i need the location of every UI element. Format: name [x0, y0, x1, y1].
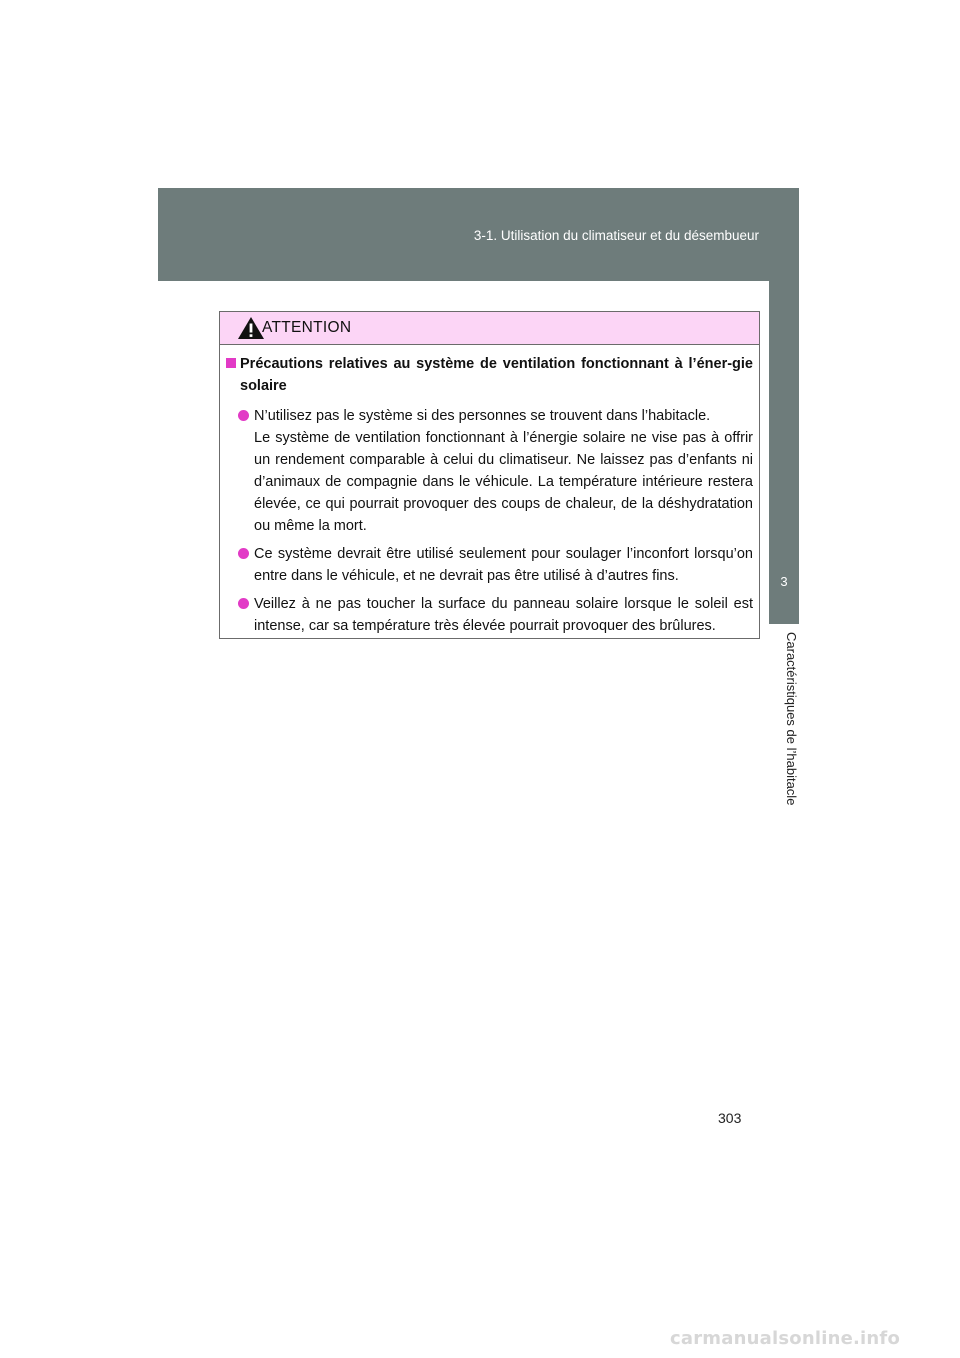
round-bullet-icon: [238, 410, 249, 421]
section-title: 3-1. Utilisation du climatiseur et du désembueur: [473, 228, 759, 243]
round-bullet-icon: [238, 598, 249, 609]
warning-bullet-item: [232, 543, 753, 587]
square-bullet-icon: [226, 358, 236, 368]
warning-header: [220, 312, 759, 345]
warning-body: [220, 345, 759, 637]
chapter-side-tab: [769, 281, 799, 624]
chapter-header-band: [158, 188, 799, 281]
warning-box: [219, 311, 760, 639]
warning-bullet-detail: Le système de ventilation fonctionnant à l’énergie solaire ne vise pas à offrir un rendement comparable à celui du climatiseur. Ne laissez pas d’enfants ni d’animaux de compagnie dans le véhicule. La température intérieure restera élevée, ce qui pourrait provoquer des coups de chaleur, de la déshydratation ou même la mort.: [254, 430, 753, 534]
warning-bullet-item: [232, 405, 753, 537]
warning-bullet-text: Veillez à ne pas toucher la surface du panneau solaire lorsque le soleil est intense, car sa température très élevée pourrait provoquer des brûlures.: [254, 596, 753, 634]
round-bullet-icon: [238, 548, 249, 559]
warning-bullet-item: [232, 593, 753, 637]
warning-title: ATTENTION: [262, 319, 352, 336]
precaution-heading: [226, 353, 753, 397]
watermark: carmanualsonline.info: [670, 1328, 901, 1349]
warning-bullet-text: N’utilisez pas le système si des personnes se trouvent dans l’habitacle.: [254, 408, 711, 424]
chapter-number: 3: [780, 574, 788, 589]
precaution-heading-text: Précautions relatives au système de ventilation fonctionnant à l’éner-gie solaire: [240, 356, 753, 394]
warning-bullet-text: Ce système devrait être utilisé seulement pour soulager l’inconfort lorsqu’on entre dans le véhicule, et ne devrait pas être utilisé à d’autres fins.: [254, 546, 753, 584]
page-number: 303: [718, 1110, 742, 1126]
chapter-label: Caractéristiques de l’habitacle: [784, 632, 799, 806]
